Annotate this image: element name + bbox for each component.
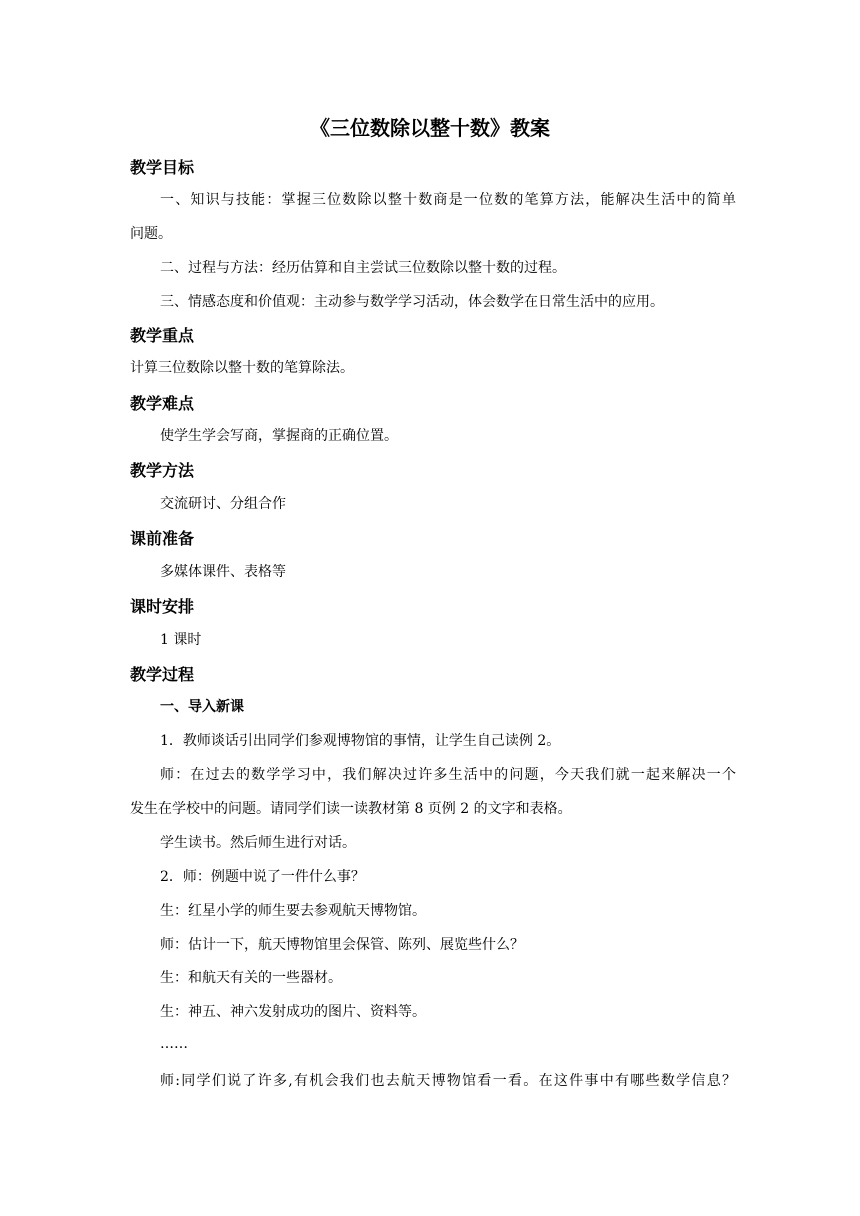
preparation-text: 多媒体课件、表格等 — [160, 564, 286, 580]
difficulties-heading: 教学难点 — [130, 394, 195, 413]
methods-heading: 教学方法 — [130, 461, 195, 480]
process-line: 师:同学们说了许多,有机会我们也去航天博物馆看一看。在这件事中有哪些数学信息？ — [160, 1073, 736, 1089]
key-points-text: 计算三位数除以整十数的笔算除法。 — [130, 360, 354, 376]
process-line: 生：红星小学的师生要去参观航天博物馆。 — [160, 903, 426, 919]
objective-process: 二、过程与方法：经历估算和自主尝试三位数除以整十数的过程。 — [160, 260, 566, 276]
process-line: 师：估计一下，航天博物馆里会保管、陈列、展览些什么？ — [160, 937, 524, 953]
key-points-heading: 教学重点 — [130, 326, 195, 345]
process-line: 2．师：例题中说了一件什么事？ — [160, 869, 365, 885]
process-line: 1．教师谈话引出同学们参观博物馆的事情，让学生自己读例 2。 — [160, 733, 561, 749]
methods-text: 交流研讨、分组合作 — [160, 496, 286, 512]
difficulties-text: 使学生学会写商，掌握商的正确位置。 — [160, 428, 398, 444]
objective-knowledge: 一、知识与技能：掌握三位数除以整十数商是一位数的笔算方法，能解决生活中的简单 — [160, 192, 736, 208]
document-title: 《三位数除以整十数》教案 — [310, 116, 550, 140]
process-line: 师：在过去的数学学习中，我们解决过许多生活中的问题，今天我们就一起来解决一个 — [160, 767, 736, 783]
process-line: 生：和航天有关的一些器材。 — [160, 970, 342, 986]
process-line: 学生读书。然后师生进行对话。 — [160, 835, 356, 851]
process-subheading: 一、导入新课 — [160, 699, 244, 715]
schedule-text: 1 课时 — [160, 632, 202, 648]
process-heading: 教学过程 — [130, 665, 195, 684]
preparation-heading: 课前准备 — [130, 529, 195, 548]
ellipsis-line: …… — [160, 1036, 188, 1052]
process-line: 发生在学校中的问题。请同学们读一读教材第 8 页例 2 的文字和表格。 — [130, 801, 572, 817]
schedule-heading: 课时安排 — [130, 597, 195, 616]
objective-attitude: 三、情感态度和价值观：主动参与数学学习活动，体会数学在日常生活中的应用。 — [160, 294, 664, 310]
objective-knowledge-continued: 问题。 — [130, 226, 172, 242]
process-line: 生：神五、神六发射成功的图片、资料等。 — [160, 1004, 426, 1020]
objectives-heading: 教学目标 — [130, 158, 195, 177]
